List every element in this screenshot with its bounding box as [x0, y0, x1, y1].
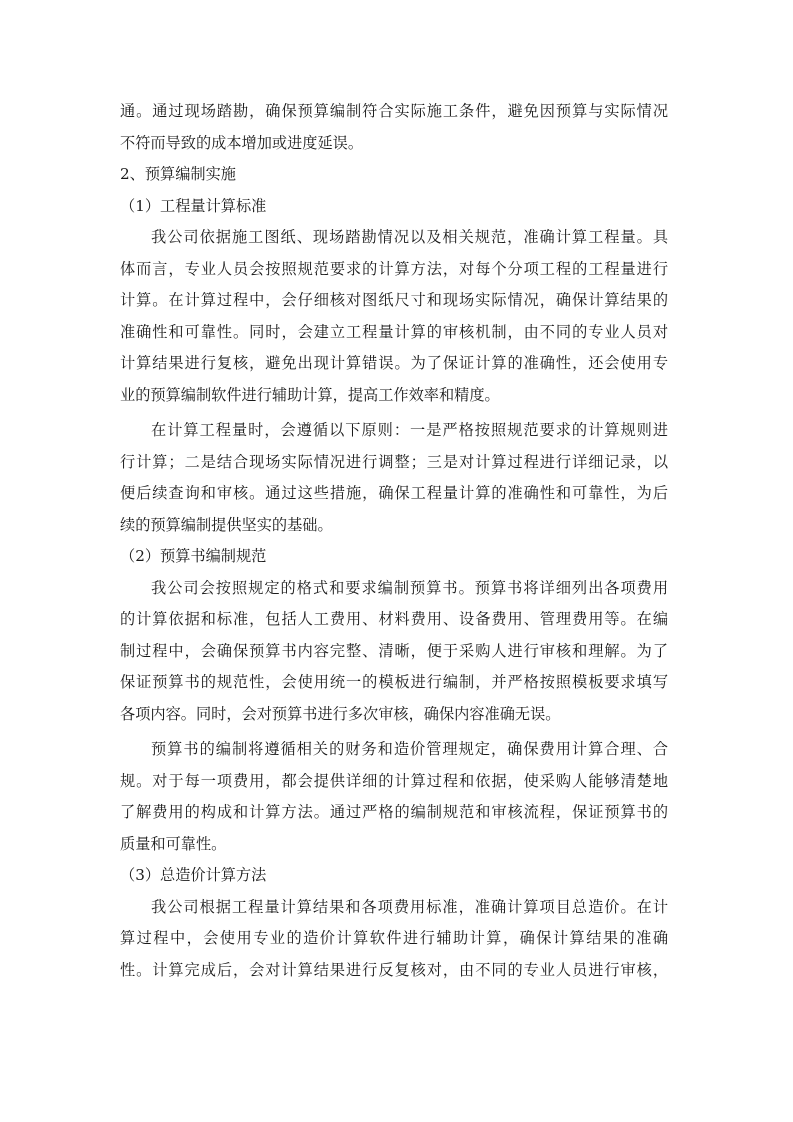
paragraph-line: 不符而导致的成本增加或进度延误。 [120, 133, 363, 152]
paragraph-line: 便后续查询和审核。通过这些措施，确保工程量计算的准确性和可靠性，为后 [120, 484, 668, 502]
paragraph-line: 通。通过现场踏勘，确保预算编制符合实际施工条件，避免因预算与实际情况 [120, 102, 668, 120]
paragraph-line: 预算书的编制将遵循相关的财务和造价管理规定，确保费用计算合理、合 [151, 740, 668, 758]
paragraph-line: 算过程中，会使用专业的造价计算软件进行辅助计算，确保计算结果的准确 [120, 929, 668, 947]
paragraph-line: 的计算依据和标准，包括人工费用、材料费用、设备费用、管理费用等。在编 [120, 610, 668, 628]
paragraph-line: 准确性和可靠性。同时，会建立工程量计算的审核机制，由不同的专业人员对 [120, 322, 668, 341]
subsection-heading-1: （1）工程量计算标准 [120, 196, 267, 215]
paragraph-line: 体而言，专业人员会按照规范要求的计算方法，对每个分项工程的工程量进行 [120, 259, 668, 278]
paragraph-line: 质量和可靠性。 [120, 834, 227, 853]
document-page [120, 96, 668, 986]
paragraph-line: 业的预算编制软件进行辅助计算，提高工作效率和精度。 [120, 385, 500, 404]
paragraph-line: 性。计算完成后，会对计算结果进行反复核对，由不同的专业人员进行审核， [120, 960, 668, 979]
paragraph-total-cost [120, 892, 668, 987]
section-heading: 2、预算编制实施 [120, 165, 236, 183]
paragraph-line: 我公司根据工程量计算结果和各项费用标准，准确计算项目总造价。在计 [151, 897, 668, 916]
subsection-heading-2: （2）预算书编制规范 [120, 547, 267, 565]
subsection-heading-3: （3）总造价计算方法 [120, 866, 267, 884]
paragraph-line: 计算。在计算过程中，会仔细核对图纸尺寸和现场实际情况，确保计算结果的 [120, 291, 668, 309]
paragraph-line: 制过程中，会确保预算书内容完整、清晰，便于采购人进行审核和理解。为了 [120, 641, 668, 660]
paragraph-line: 了解费用的构成和计算方法。通过严格的编制规范和审核流程，保证预算书的 [120, 803, 668, 821]
paragraph-line: 保证预算书的规范性，会使用统一的模板进行编制，并严格按照模板要求填写 [120, 673, 668, 691]
paragraph-line: 续的预算编制提供坚实的基础。 [120, 515, 333, 534]
paragraph-calc-principles [120, 415, 668, 541]
paragraph-budget-format [120, 573, 668, 731]
paragraph-line: 各项内容。同时，会对预算书进行多次审核，确保内容准确无误。 [120, 704, 561, 723]
paragraph-line: 我公司依据施工图纸、现场踏勘情况以及相关规范，准确计算工程量。具 [151, 228, 668, 246]
paragraph-line: 在计算工程量时，会遵循以下原则：一是严格按照规范要求的计算规则进 [151, 421, 668, 439]
paragraph-site-survey [120, 96, 668, 159]
paragraph-line: 我公司会按照规定的格式和要求编制预算书。预算书将详细列出各项费用 [151, 578, 668, 597]
paragraph-line: 计算结果进行复核，避免出现计算错误。为了保证计算的准确性，还会使用专 [120, 354, 668, 372]
paragraph-line: 规。对于每一项费用，都会提供详细的计算过程和依据，使采购人能够清楚地 [120, 771, 668, 790]
paragraph-line: 行计算；二是结合现场实际情况进行调整；三是对计算过程进行详细记录，以 [120, 452, 668, 471]
paragraph-budget-rules [120, 734, 668, 860]
paragraph-quantity-calc [120, 222, 668, 411]
